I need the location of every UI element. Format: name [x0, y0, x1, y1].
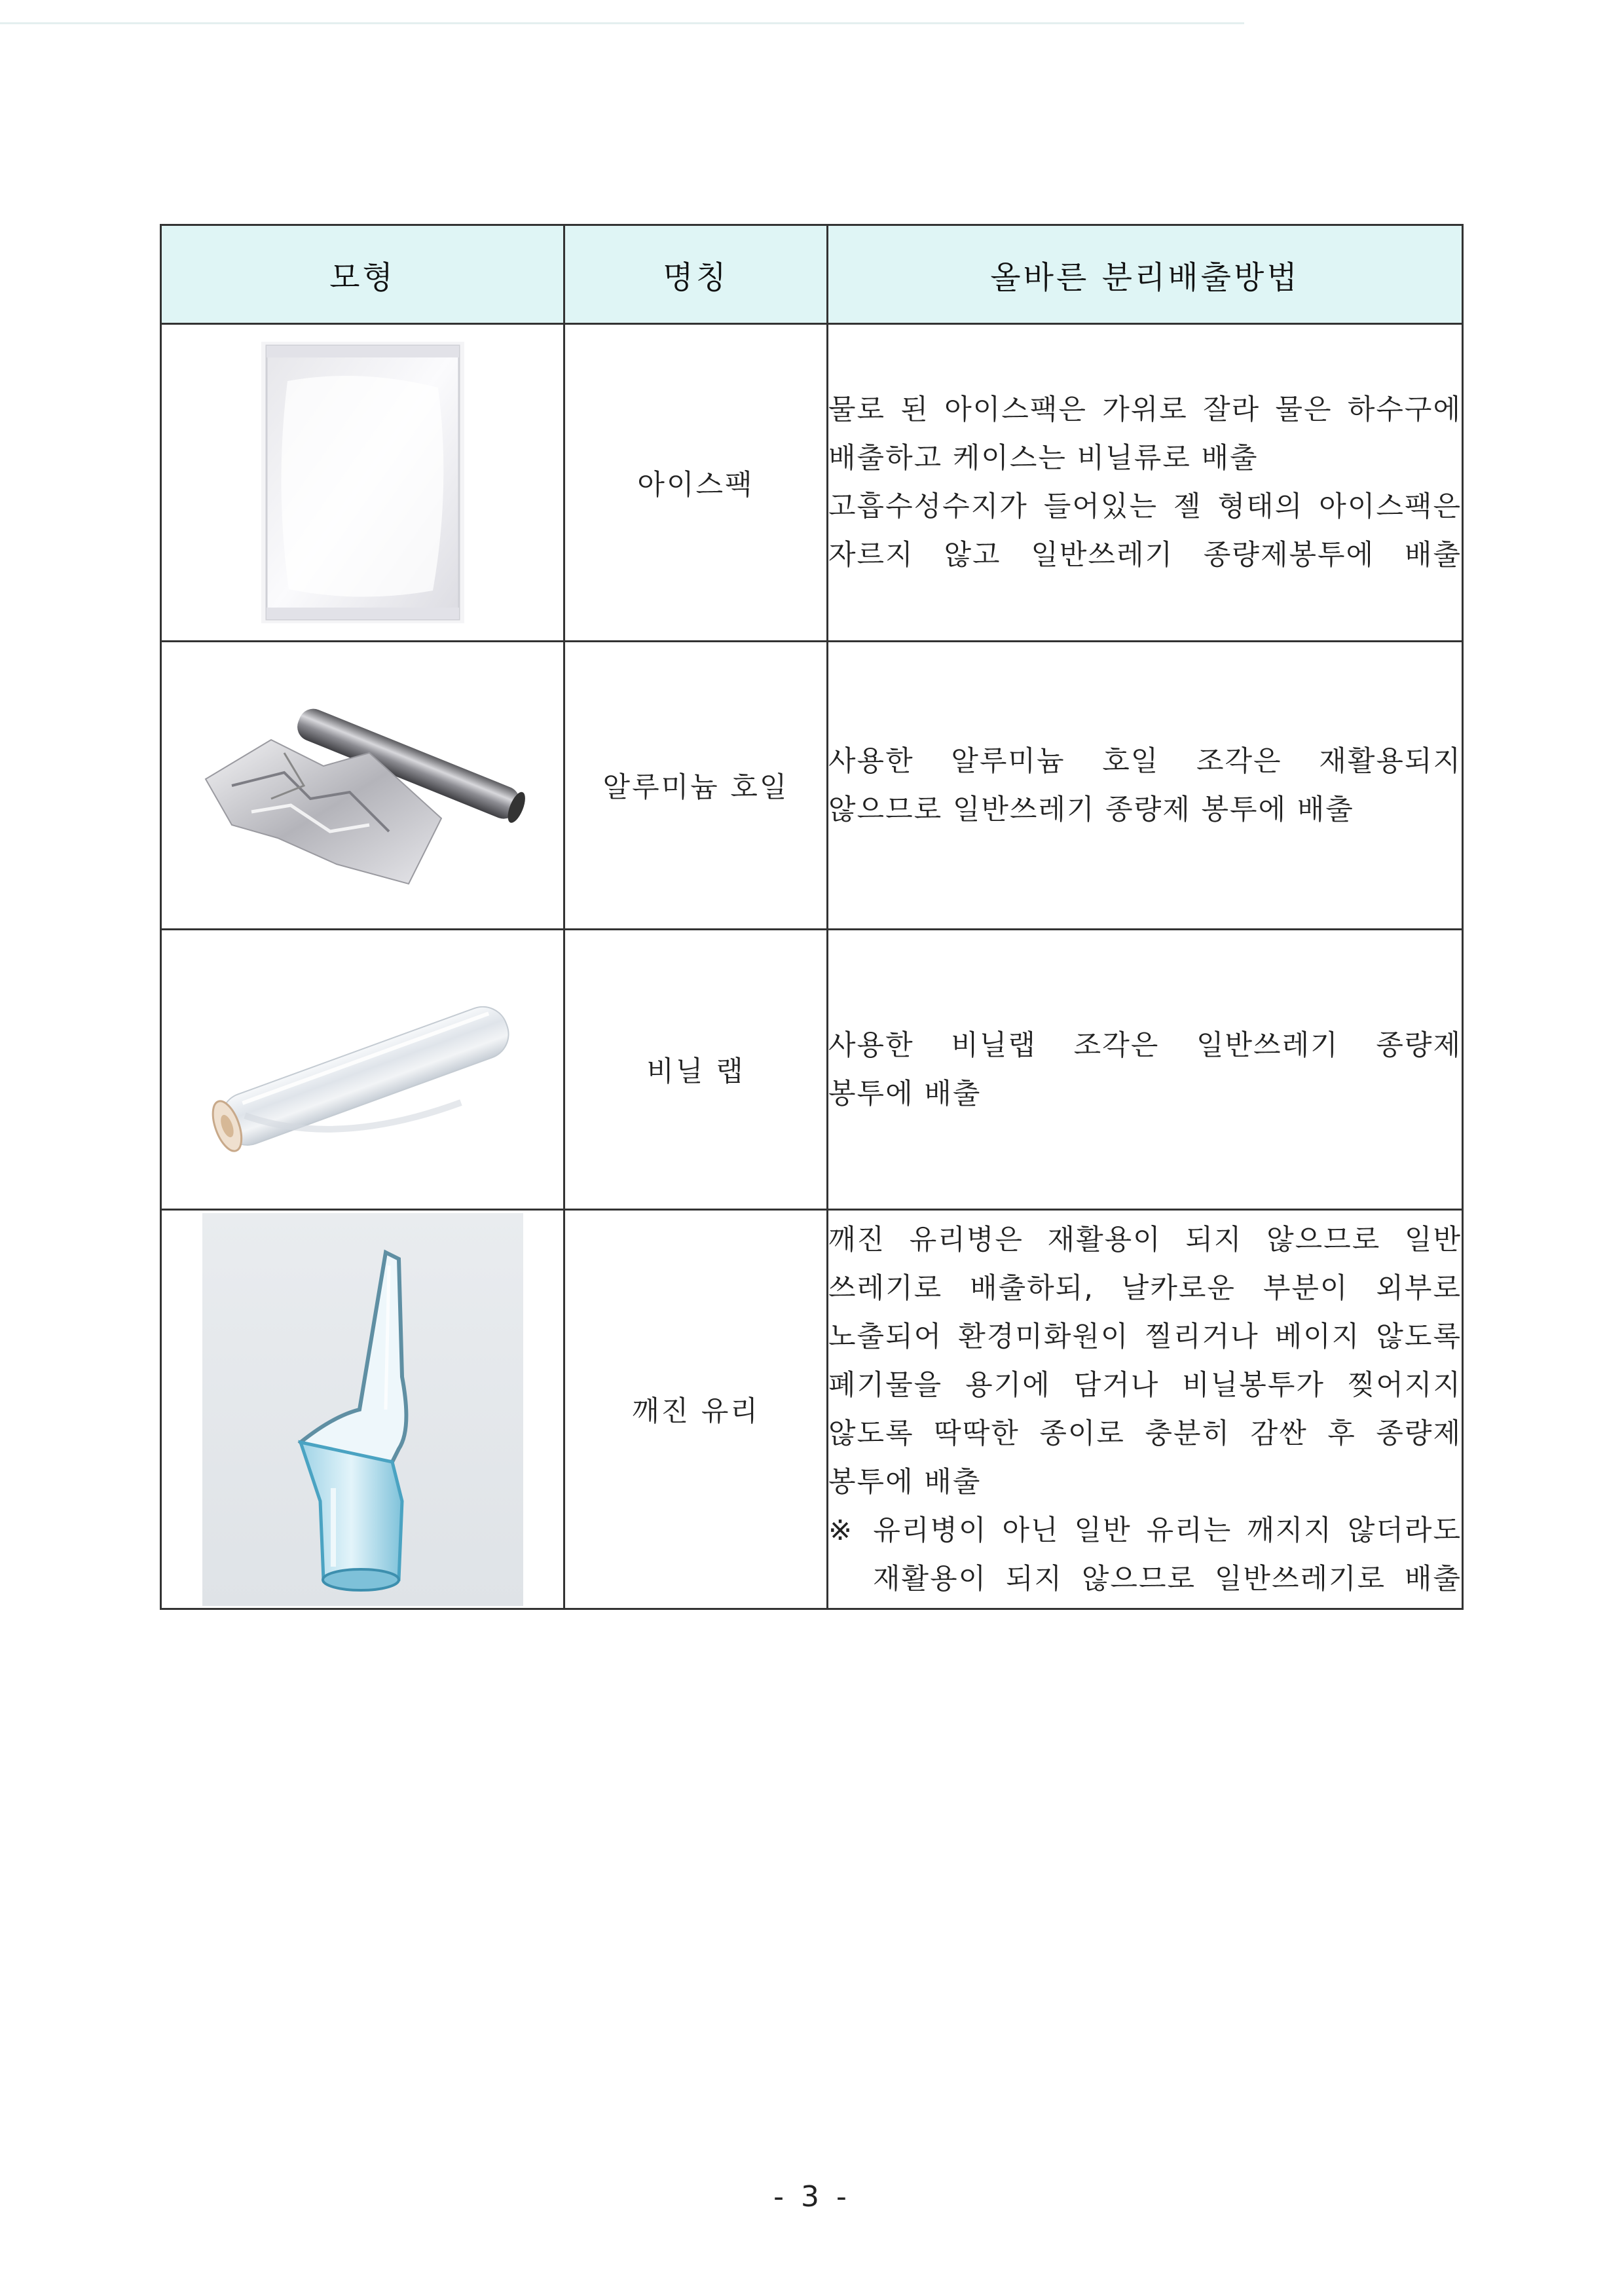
note-text: ※ 유리병이 아닌 일반 유리는 깨지지 않더라도 재활용이 되지 않으므로 일반쓰레기로 배출 [828, 1514, 1462, 1595]
method-cell [828, 324, 1463, 642]
table-row [161, 324, 1463, 642]
item-name: 비닐 랩 [564, 930, 828, 1210]
table-row [161, 1210, 1463, 1609]
method-line: 물로 된 아이스팩은 가위로 잘라 물은 하수구에 [828, 393, 1462, 426]
method-line: 쓰레기로 배출하되, 날카로운 부분이 외부로 [828, 1271, 1462, 1305]
method-line: 사용한 알루미늄 호일 조각은 재활용되지 [828, 744, 1462, 778]
header-name: 명칭 [564, 225, 828, 324]
page-number: - 3 - [773, 2180, 851, 2214]
method-line: 않도록 딱딱한 종이로 충분히 감싼 후 종량제 [828, 1417, 1462, 1450]
model-cell [161, 1210, 564, 1609]
ice-pack-photo [261, 342, 464, 623]
model-cell [161, 930, 564, 1210]
method-line: 깨진 유리병은 재활용이 되지 않으므로 일반 [828, 1223, 1462, 1256]
method-line: 노출되어 환경미화원이 찔리거나 베이지 않도록 [828, 1320, 1462, 1353]
method-line: 배출하고 케이스는 비닐류로 배출 [828, 442, 1259, 475]
method-line: 사용한 비닐랩 조각은 일반쓰레기 종량제 [828, 1029, 1462, 1062]
method-cell [828, 642, 1463, 930]
method-cell [828, 930, 1463, 1210]
aluminum-foil-photo [193, 668, 533, 903]
item-name: 아이스팩 [564, 324, 828, 642]
model-cell [161, 324, 564, 642]
method-line: 봉투에 배출 [828, 1465, 982, 1499]
method-line: 고흡수성수지가 들어있는 젤 형태의 아이스팩은 [828, 490, 1462, 523]
header-method: 올바른 분리배출방법 [828, 225, 1463, 324]
item-name: 깨진 유리 [564, 1210, 828, 1609]
method-cell [828, 1210, 1463, 1609]
method-line: 않으므로 일반쓰레기 종량제 봉투에 배출 [828, 793, 1354, 826]
table-row [161, 642, 1463, 930]
header-model: 모형 [161, 225, 564, 324]
method-line: 봉투에 배출 [828, 1077, 982, 1110]
model-cell [161, 642, 564, 930]
broken-glass-photo [202, 1213, 523, 1606]
header-row [161, 225, 1463, 324]
table-row [161, 930, 1463, 1210]
item-name: 알루미늄 호일 [564, 642, 828, 930]
method-line: 자르지 않고 일반쓰레기 종량제봉투에 배출 [828, 539, 1462, 572]
plastic-wrap-photo [186, 985, 540, 1155]
disposal-guide-table [160, 224, 1464, 1610]
method-line: 폐기물을 용기에 담거나 비닐봉투가 찢어지지 [828, 1368, 1462, 1402]
top-rule [0, 22, 1244, 24]
